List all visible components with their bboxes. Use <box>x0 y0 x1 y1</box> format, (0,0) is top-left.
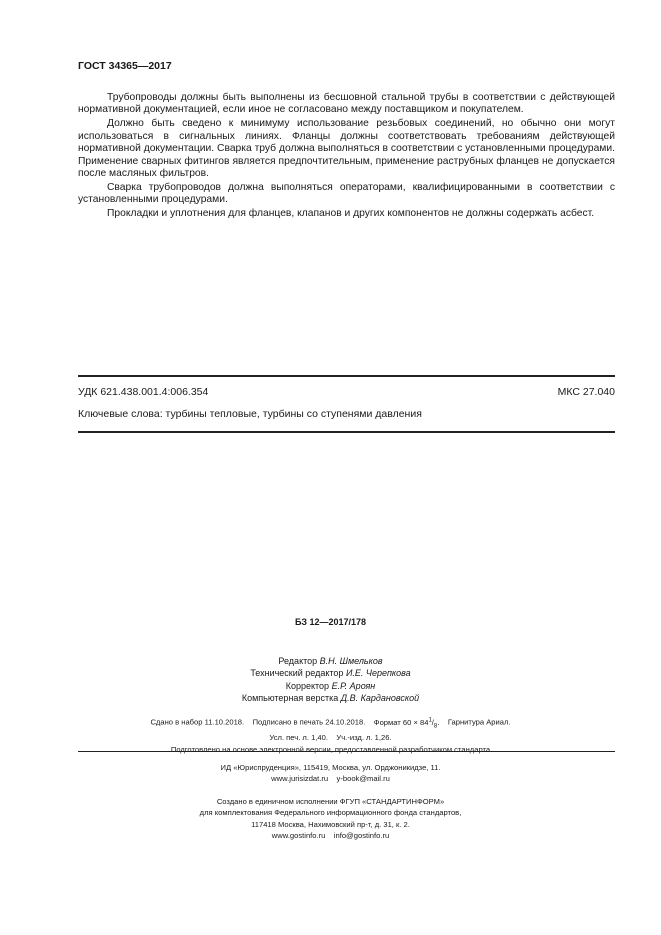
credit-person: Е.Р. Ароян <box>331 680 376 691</box>
credit-line <box>0 667 661 679</box>
divider-bottom <box>78 431 615 433</box>
publisher-line: ИД «Юриспруденция», 115419, Москва, ул. Орджоникидзе, 11. <box>220 763 441 772</box>
print-line <box>0 714 661 732</box>
body-text <box>78 92 615 222</box>
divider-top <box>78 375 615 377</box>
credit-role: Корректор <box>285 680 330 691</box>
publisher-info <box>0 762 661 785</box>
credit-person: В.Н. Шмельков <box>319 656 383 666</box>
format-frac-num: 1 <box>428 717 432 723</box>
creator-line: Создано в единичном исполнении ФГУП «СТАНДАРТИНФОРМ» <box>216 797 445 806</box>
print-line: Усл. печ. л. 1,40. Уч.-изд. л. 1,26. <box>269 733 392 743</box>
creator-line: для комплектования Федерального информационного фонда стандартов, <box>199 808 462 818</box>
paragraph: Должно быть сведено к минимуму использование резьбовых соединений, но обычно они могут использоваться в сигнальных линиях. Фланцы должны соответствовать требованиям действующей нормативной документации. Сварка труб должна выполняться в соответствии с установленными процедурами. Применение сварных фитингов является предпочтительным, применение раструбных фланцев не допускается после масляных фильтров. <box>78 118 615 179</box>
format-frac-den: 8 <box>433 723 438 730</box>
credit-line <box>0 692 661 704</box>
print-typeface: Гарнитура Ариал. <box>447 717 511 727</box>
divider-imprint <box>78 751 615 752</box>
paragraph: Трубопроводы должны быть выполнены из бесшовной стальной трубы в соответствии с действующей нормативной документацией, если иное не согласовано между поставщиком и покупателем. <box>78 92 615 116</box>
print-date-signed: Подписано в печать 24.10.2018. <box>252 717 366 727</box>
credits-block <box>0 655 661 704</box>
credit-person: И.Е. Черепкова <box>345 668 411 679</box>
document-header: ГОСТ 34365—2017 <box>78 60 172 72</box>
credit-person: Д.В. Кардановской <box>340 692 420 703</box>
print-line: Подготовлено на основе электронной версии, предоставленной разработчиком стандарта <box>170 745 491 755</box>
credit-role: Компьютерная верстка <box>241 692 339 703</box>
publisher-line: www.jurisizdat.ru y-book@mail.ru <box>271 774 390 784</box>
format-text: Формат 60 × 84 <box>373 717 429 727</box>
print-info <box>0 714 661 756</box>
keywords: Ключевые слова: турбины тепловые, турбины со ступенями давления <box>78 408 422 420</box>
credit-role: Редактор <box>278 656 318 666</box>
mks-code: МКС 27.040 <box>557 386 615 398</box>
creator-info <box>0 796 661 842</box>
credit-line <box>0 680 661 692</box>
creator-line: www.gostinfo.ru info@gostinfo.ru <box>271 831 390 841</box>
creator-line: 117418 Москва, Нахимовский пр-т, д. 31, к. 2. <box>251 819 410 829</box>
paragraph: Прокладки и уплотнения для фланцев, клапанов и других компонентов не должны содержать асбест. <box>107 208 595 220</box>
udk-code: УДК 621.438.001.4:006.354 <box>78 386 209 398</box>
paragraph: Сварка трубопроводов должна выполняться операторами, квалифицированными в соответствии с установленными процедурами. <box>78 181 615 206</box>
print-format: Формат $60 \times 84^1/_8$. <box>373 717 440 730</box>
credit-line <box>0 655 661 667</box>
print-date-set: Сдано в набор 11.10.2018. <box>150 717 245 727</box>
bz-number: БЗ 12—2017/178 <box>294 617 367 627</box>
credit-role: Технический редактор <box>250 668 344 679</box>
